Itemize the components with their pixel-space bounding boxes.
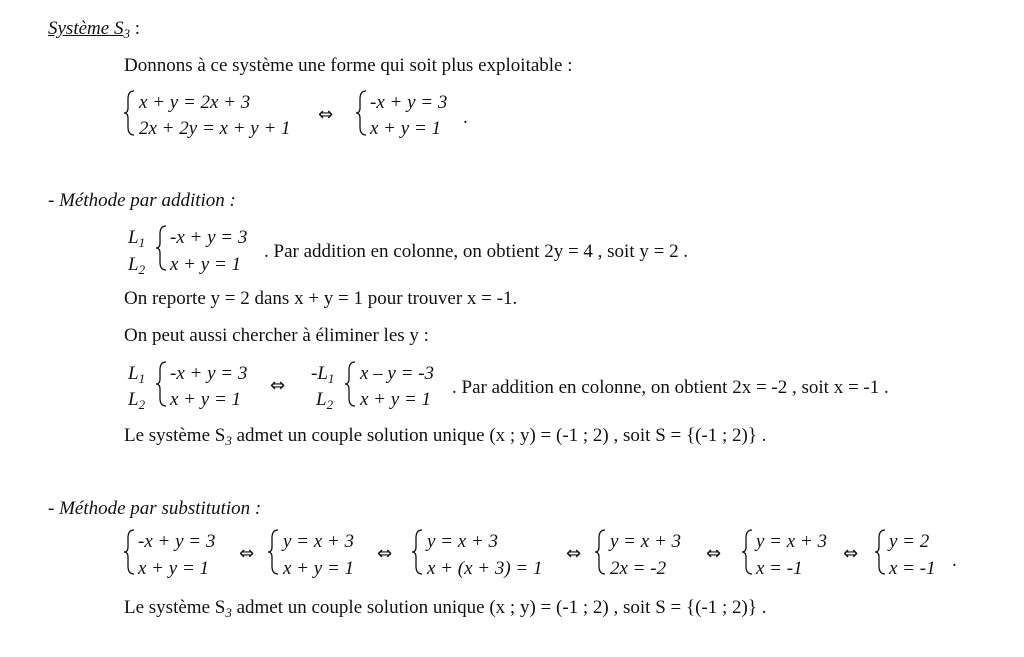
sys5-line1: x – y = -3 — [360, 363, 435, 384]
equiv-symbol: ⇔ — [843, 543, 859, 564]
label-L2: $L_2$ — [128, 254, 146, 277]
addition-result-2: . Par addition en colonne, on obtient 2x = -2 , soit x = -1 . — [452, 377, 889, 398]
sys5-line2: x + y = 1 — [360, 389, 432, 410]
sys1-line2: 2x + 2y = x + y + 1 — [139, 118, 291, 139]
report-text: On reporte y = 2 dans x + y = 1 pour trouver x = -1. — [124, 288, 518, 309]
addition-heading: - Méthode par addition : — [48, 190, 236, 211]
chain-system-4-line2: 2x = -2 — [610, 558, 667, 579]
sys3-line1: -x + y = 3 — [170, 227, 248, 248]
equiv-symbol: ⇔ — [318, 104, 334, 125]
label-L2: $L_2$ — [316, 389, 334, 412]
brace — [156, 224, 168, 272]
equiv-symbol: ⇔ — [377, 543, 393, 564]
chain-system-5-line1: y = x + 3 — [756, 531, 828, 552]
eliminate-text: On peut aussi chercher à éliminer les y : — [124, 325, 429, 346]
conclusion-2: Le système $S_3$ admet un couple solution unique (x ; y) = (-1 ; 2) , soit S = {(-1 ; 2)} . — [124, 597, 767, 620]
chain-system-6-line2: x = -1 — [889, 558, 936, 579]
section-title: Système $S_3$ : — [48, 18, 140, 41]
label-L2: $L_2$ — [128, 389, 146, 412]
conclusion-1: Le système $S_3$ admet un couple solution unique (x ; y) = (-1 ; 2) , soit S = {(-1 ; 2)} . — [124, 425, 767, 448]
chain-system-1-line2: x + y = 1 — [138, 558, 210, 579]
sys2-line1: -x + y = 3 — [370, 92, 448, 113]
label-L1: $L_1$ — [128, 227, 146, 250]
sys2-line2: x + y = 1 — [370, 118, 442, 139]
brace — [412, 528, 424, 576]
equiv-symbol: ⇔ — [270, 375, 286, 396]
brace — [345, 360, 357, 408]
sys4-line2: x + y = 1 — [170, 389, 242, 410]
sys3-line2: x + y = 1 — [170, 254, 242, 275]
brace — [124, 89, 136, 137]
label-minus-L1: $-L_1$ — [311, 363, 335, 386]
period: . — [952, 550, 957, 571]
chain-system-5-line2: x = -1 — [756, 558, 803, 579]
sys4-line1: -x + y = 3 — [170, 363, 248, 384]
chain-system-6-line1: y = 2 — [889, 531, 930, 552]
brace — [875, 528, 887, 576]
brace — [124, 528, 136, 576]
addition-result-1: . Par addition en colonne, on obtient 2y = 4 , soit y = 2 . — [264, 241, 689, 262]
chain-system-1-line1: -x + y = 3 — [138, 531, 216, 552]
period: . — [463, 107, 468, 128]
chain-system-3-line1: y = x + 3 — [427, 531, 499, 552]
chain-system-2-line1: y = x + 3 — [283, 531, 355, 552]
equiv-symbol: ⇔ — [566, 543, 582, 564]
brace — [356, 89, 368, 137]
label-L1: $L_1$ — [128, 363, 146, 386]
brace — [742, 528, 754, 576]
substitution-heading: - Méthode par substitution : — [48, 498, 262, 519]
chain-system-2-line2: x + y = 1 — [283, 558, 355, 579]
intro-text: Donnons à ce système une forme qui soit plus exploitable : — [124, 55, 573, 76]
brace — [268, 528, 280, 576]
chain-system-3-line2: x + (x + 3) = 1 — [427, 558, 543, 579]
brace — [156, 360, 168, 408]
chain-system-4-line1: y = x + 3 — [610, 531, 682, 552]
equiv-symbol: ⇔ — [706, 543, 722, 564]
brace — [595, 528, 607, 576]
sys1-line1: x + y = 2x + 3 — [139, 92, 251, 113]
equiv-symbol: ⇔ — [239, 543, 255, 564]
